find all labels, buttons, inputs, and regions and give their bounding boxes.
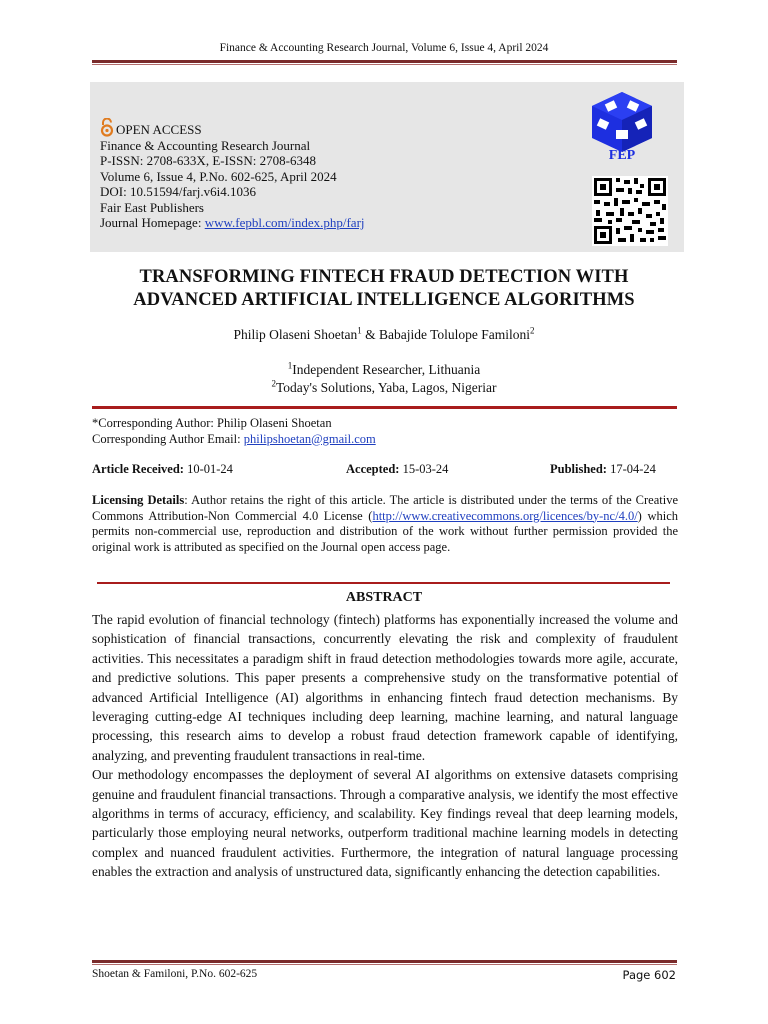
corresponding-email-label: Corresponding Author Email: (92, 431, 244, 446)
author-separator: & (361, 327, 379, 342)
received-value: 10-01-24 (183, 462, 233, 476)
header-rule (92, 60, 677, 63)
licensing-details (92, 493, 678, 555)
footer-rule-thin (92, 964, 677, 965)
published-date (550, 462, 656, 477)
affiliation-1-text: Independent Researcher, Lithuania (292, 362, 481, 377)
license-rule (97, 582, 670, 584)
header-rule-thin (92, 64, 677, 65)
author-2-affil-sup: 2 (530, 325, 535, 336)
doi: DOI: 10.51594/farj.v6i4.1036 (100, 184, 256, 199)
abstract-paragraph-1: The rapid evolution of financial technology (fintech) platforms has exponentially increased the volume and sophistication of financial transactions, concurrently elevating the risk and complexity of fraudulent activities. This necessitates a paradigm shift in fraud detection methodologies towards more agile, accurate, and predictive solutions. This paper presents a comprehensive study on the transformative potential of advanced Artificial Intelligence (AI) algorithms in enhancing fintech fraud detection mechanisms. By leveraging cutting-edge AI techniques including deep learning, machine learning, and natural language processing, this research aims to develop a robust fraud detection framework capable of identifying, analyzing, and preventing fraudulent transactions in real-time. (92, 612, 678, 763)
corresponding-author (92, 416, 376, 447)
affiliation-1-sup: 1 (287, 360, 293, 371)
license-text-after: ) which permits non-commercial use, reproduction and distribution of the work without further permission provided the original work is attributed as specified on the Journal open access page. (92, 508, 678, 554)
license-link[interactable]: http://www.creativecommons.org/licences/by-nc/4.0/ (372, 508, 638, 523)
fep-logo (582, 88, 662, 168)
running-head: Finance & Accounting Research Journal, Volume 6, Issue 4, April 2024 (219, 42, 549, 54)
corresponding-email-link[interactable]: philipshoetan@gmail.com (243, 431, 376, 446)
affiliation-2-sup: 2 (271, 378, 276, 389)
homepage-link[interactable]: www.fepbl.com/index.php/farj (204, 215, 365, 230)
author-2: Babajide Tolulope Familoni (378, 327, 531, 342)
publisher: Fair East Publishers (100, 199, 204, 215)
paper-title (0, 266, 768, 312)
published-label: Published: (550, 462, 607, 476)
received-date (92, 462, 233, 477)
author-1: Philip Olaseni Shoetan (233, 327, 358, 342)
open-access-icon (100, 118, 114, 137)
abstract-heading: ABSTRACT (345, 590, 423, 605)
affiliations (0, 361, 768, 397)
corresponding-author-name: *Corresponding Author: Philip Olaseni Shoetan (92, 416, 332, 430)
fep-logo-text: FEP (608, 148, 636, 163)
accepted-value: 15-03-24 (399, 462, 449, 476)
journal-info (100, 118, 365, 231)
abstract-paragraph-2: Our methodology encompasses the deployment of several AI algorithms on extensive datasets comprising genuine and fraudulent financial transactions. Through a comparative analysis, we identify the most effective algorithms in terms of accuracy, efficiency, and scalability. Key findings reveal that deep learning models, particularly those employing neural networks, outperform traditional machine learning models in detecting complex and nuanced fraudulent activities. Furthermore, the integration of natural language processing enables the extraction and analysis of unstructured data, significantly enhancing the detection capabilities. (92, 767, 678, 880)
volume-info: Volume 6, Issue 4, P.No. 602-625, April 2024 (100, 168, 337, 184)
issn: P-ISSN: 2708-633X, E-ISSN: 2708-6348 (100, 153, 316, 168)
abstract-body (92, 610, 678, 882)
section-rule (92, 406, 677, 409)
footer-rule (92, 960, 677, 963)
footer-citation: Shoetan & Familoni, P.No. 602-625 (92, 968, 258, 980)
license-text-before: : Author retains the right of this article. The article is distributed under the terms of the Creative Commons Attribution-Non Commercial 4.0 License ( (92, 493, 678, 523)
author-1-affil-sup: 1 (357, 325, 362, 336)
affiliation-2-text: Today's Solutions, Yaba, Lagos, Nigeriar (276, 380, 497, 395)
published-value: 17-04-24 (606, 462, 656, 476)
authors (0, 327, 768, 343)
title-line-1: TRANSFORMING FINTECH FRAUD DETECTION WITH (139, 267, 629, 287)
page-number: Page 602 (622, 968, 676, 982)
affiliation-1 (0, 361, 768, 379)
received-label: Article Received: (92, 462, 184, 476)
journal-name: Finance & Accounting Research Journal (100, 137, 311, 153)
accepted-date (346, 462, 448, 477)
open-access-label: OPEN ACCESS (116, 122, 202, 137)
homepage-label: Journal Homepage: (100, 215, 205, 230)
accepted-label: Accepted: (346, 462, 400, 476)
license-label: Licensing Details (92, 493, 185, 507)
title-line-2: ADVANCED ARTIFICIAL INTELLIGENCE ALGORITHMS (133, 290, 635, 310)
qr-code[interactable] (592, 176, 668, 246)
affiliation-2 (0, 379, 768, 397)
